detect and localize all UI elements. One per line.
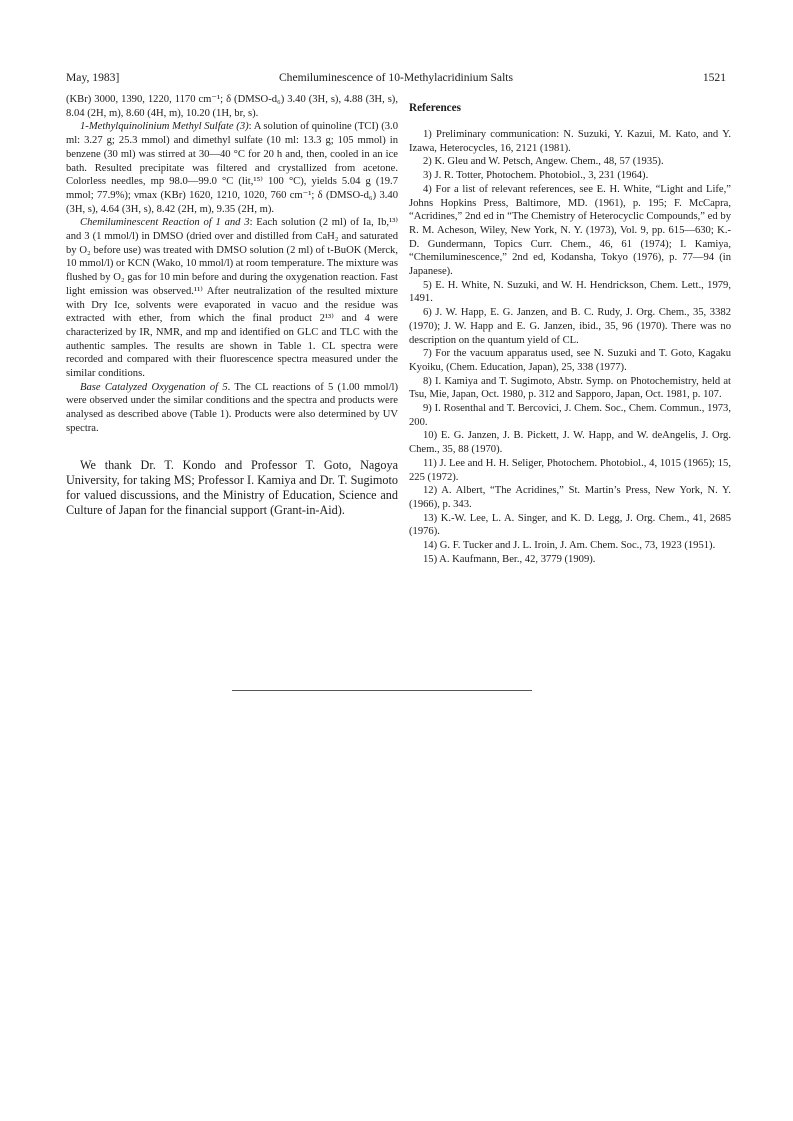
page-header [66,70,726,86]
base-oxygenation-body: . The CL reactions of 5 (1.00 mmol/l) were observed under the similar conditions and the spectra and products were analysed as described above (Table 1). Products were also determined by UV spectra. [66,381,398,434]
page-number: 1521 [702,71,726,84]
reference-item: 11) J. Lee and H. H. Seliger, Photochem. Photobiol., 4, 1015 (1965); 15, 225 (1972). [409,457,731,483]
reference-item: 9) I. Rosenthal and T. Bercovici, J. Chem. Soc., Chem. Commun., 1973, 200. [409,403,731,428]
reference-item: 1) Preliminary communication: N. Suzuki, Y. Kazui, M. Kato, and Y. Izawa, Heterocycles, 16, 2121 (1981). [409,129,731,154]
reference-item: 2) K. Gleu and W. Petsch, Angew. Chem., 48, 57 (1935). [423,156,664,168]
base-oxygenation-heading: Base Catalyzed Oxygenation of 5 [80,381,228,393]
reference-item: 14) G. F. Tucker and J. L. Iroin, J. Am. Chem. Soc., 73, 1923 (1951). [423,540,716,552]
running-title: Chemiluminescence of 10-Methylacridinium Salts [278,71,514,84]
references-column [409,101,731,567]
reference-item: 6) J. W. Happ, E. G. Janzen, and B. C. Rudy, J. Org. Chem., 35, 3382 (1970); J. W. Happ and E. G. Janzen, ibid., 35, 96 (1970). There was no description on the quantum yield of CL. [409,307,731,346]
reference-item: 3) J. R. Totter, Photochem. Photobiol., 3, 231 (1964). [423,170,649,182]
references-list [409,128,731,567]
reference-item: 5) E. H. White, N. Suzuki, and W. H. Hendrickson, Chem. Lett., 1979, 1491. [409,279,731,305]
reference-item: 4) For a list of relevant references, see E. H. White, “Light and Life,” Johns Hopkins Press, Baltimore, MD. (1961), p. 195; F. McCapra, “Acridines,” 2nd ed in “The Chemistry of Heterocyclic Compounds,” ed by R. M. Acheson, Wiley, New York, N. Y. (1973), Vol. 9, pp. 615—630; K.-D. Gundermann, Topics Curr. Chem., 46, 61 (1974); I. Kamiya, “Chemiluminescence,” 2nd ed, Kodansha, Tokyo (1976), p. 77—94 (in Japanese). [409,183,731,278]
journal-date: May, 1983] [66,71,120,84]
reference-item: 7) For the vacuum apparatus used, see N. Suzuki and T. Goto, Kagaku Kyoiku, (Chem. Education, Japan), 25, 338 (1977). [409,348,731,373]
methylquinolinium-body: : A solution of quinoline (TCI) (3.0 ml: 3.27 g; 25.3 mmol) and dimethyl sulfate (10 ml: 13.3 g; 105 mmol) in benzene (30 ml) was stirred at 30—40 °C for 20 h and, then, cooled in an ice bath. Resulted precipitate was filtered and crystallized from acetone. Colorless needles, mp 98.0—99.0 °C (lit,¹⁵⁾ 100 °C), yields 5.04 g (19.7 mmol; 77.9%); νmax (KBr) 1620, 1210, 1020, 760 cm⁻¹; δ (DMSO-d₆) 3.40 (3H, s), 4.64 (3H, s), 8.42 (2H, m), 9.35 (2H, m). [66,121,398,215]
end-divider [232,690,532,691]
base-oxygenation-paragraph [66,381,398,436]
reference-item: 8) I. Kamiya and T. Sugimoto, Abstr. Symp. on Photochemistry, held at Tsu, Mie, Japan, Oct. 1980, p. 312 and Sapporo, Japan, Oct. 1981, p. 107. [409,375,731,401]
methylquinolinium-paragraph [66,120,398,216]
references-heading: References [409,102,461,114]
reference-item: 15) A. Kaufmann, Ber., 42, 3779 (1909). [423,553,596,565]
reference-item: 13) K.-W. Lee, L. A. Singer, and K. D. Legg, J. Org. Chem., 41, 2685 (1976). [409,512,731,538]
reference-item: 12) A. Albert, “The Acridines,” St. Martin’s Press, New York, N. Y. (1966), p. 343. [409,485,731,510]
methylquinolinium-heading: 1-Methylquinolinium Methyl Sulfate (3) [80,121,249,133]
reference-item: 10) E. G. Janzen, J. B. Pickett, J. W. Happ, and W. deAngelis, J. Org. Chem., 35, 88 (1970). [409,430,731,456]
acknowledgement: We thank Dr. T. Kondo and Professor T. Goto, Nagoya University, for taking MS; Professor I. Kamiya and Dr. T. Sugimoto for valued discussions, and the Ministry of Education, Science and Culture of Japan for the financial support (Grant-in-Aid). [66,457,398,518]
cl-reaction-heading: Chemiluminescent Reaction of 1 and 3 [80,217,250,229]
cl-reaction-paragraph [66,216,398,380]
cl-reaction-body: : Each solution (2 ml) of Ia, Ib,¹³⁾ and 3 (1 mmol/l) in DMSO (dried over and distilled from CaH₂ and saturated by O₂ before use) was treated with DMSO solution (2 ml) of t-BuOK (Merck, 10 mmol/l) or KCN (Wako, 10 mmol/l) at room temperature. The mixture was flushed by O₂ gas for 10 min before and during the oxygenation reaction. Fast light emission was observed.¹¹⁾ After neutralization of the resulted mixture with Dry Ice, solvents were evaporated in vacuo and the residue was extracted with ether, from which the final product 2¹³⁾ and 4 were characterized by IR, NMR, and mp and identified on GLC and TLC with the authentic samples. The results are shown in Table 1. CL spectra were recorded and compared with their fluorescence spectra measured under the similar conditions. [66,217,398,380]
nmr-data-paragraph: (KBr) 3000, 1390, 1220, 1170 cm⁻¹; δ (DMSO-d₆) 3.40 (3H, s), 4.88 (3H, s), 8.04 (2H, m), 8.60 (4H, m), 10.20 (1H, br, s). [66,94,398,119]
left-column [66,93,398,519]
